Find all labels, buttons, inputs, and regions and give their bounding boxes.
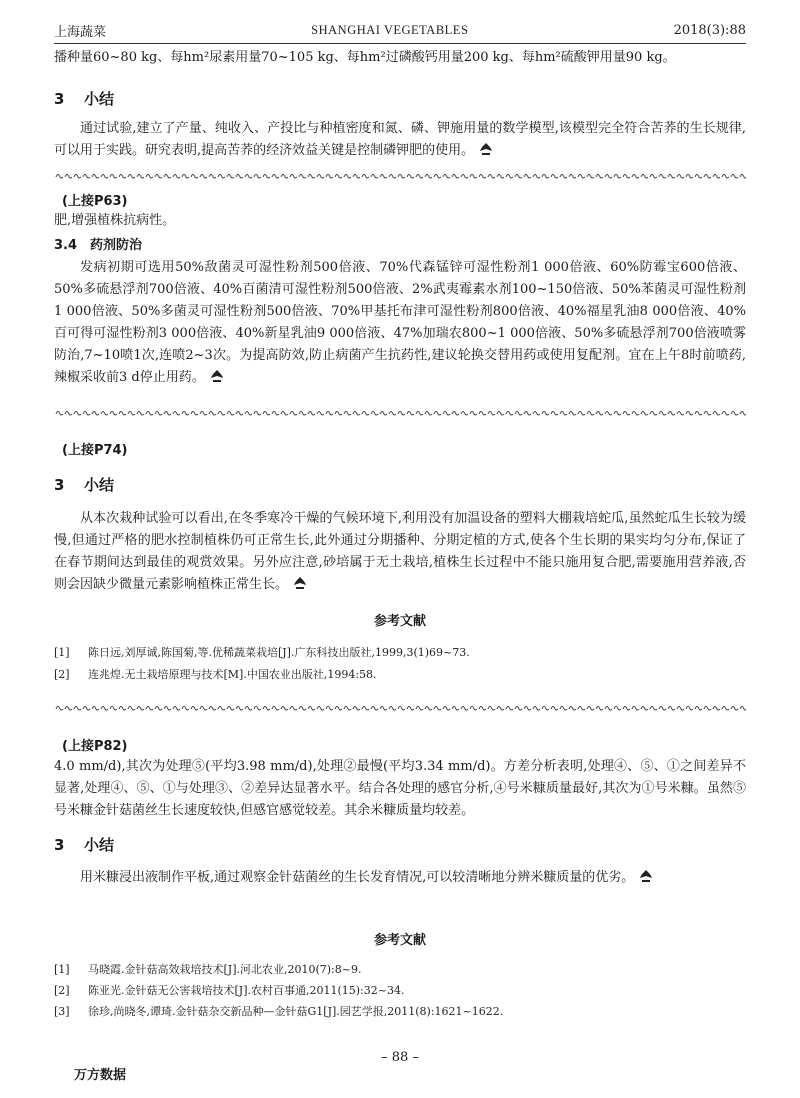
- section-divider: [54, 408, 746, 418]
- section-heading: [54, 474, 114, 495]
- section-heading: [54, 88, 114, 109]
- database-watermark: 万方数据: [74, 1068, 127, 1083]
- divider-ornament-icon: [54, 171, 746, 181]
- section-divider: [54, 171, 746, 181]
- carry-over-paragraph: 播种量60~80 kg、每hm²尿素用量70~105 kg、每hm²过磷酸钙用量200 kg、每hm²硫酸钾用量90 kg。: [54, 50, 676, 65]
- reference-number: [1]: [54, 963, 70, 976]
- section-title: 小结: [84, 836, 115, 854]
- reference-entry: [54, 645, 746, 661]
- section-divider: [54, 703, 746, 713]
- journal-name-cn: 上海蔬菜: [54, 24, 107, 40]
- reference-text: 连兆煌.无土栽培原理与技术[M].中国农业出版社,1994:58.: [88, 668, 377, 681]
- references-title: 参考文献: [373, 933, 426, 948]
- summary-paragraph: 从本次栽种试验可以看出,在冬季寒冷干燥的气候环境下,利用没有加温设备的塑料大棚栽培蛇瓜,虽然蛇瓜生长较为缓慢,但通过严格的肥水控制植株仍可正常生长,此外通过分期播种、分期定植的方式,使各个生长期的果实均匀分布,保证了在春节期间达到最佳的观赏效果。另外应注意,砂培属于无土栽培,植株生长过程中不能只施用复合肥,需要施用营养液,否则会因缺少微量元素影响植株正常生长。: [54, 511, 746, 592]
- reference-number: [2]: [54, 668, 70, 681]
- reference-entry: [54, 962, 746, 978]
- reference-entry: [54, 1004, 746, 1020]
- divider-ornament-icon: [54, 703, 746, 713]
- section-title: 小结: [84, 476, 115, 494]
- end-mark-icon: [638, 869, 654, 883]
- reference-text: 陈亚光.金针菇无公害栽培技术[J].农村百事通,2011(15):32~34.: [88, 984, 405, 997]
- section-number: 3: [54, 90, 65, 108]
- reference-number: [2]: [54, 984, 70, 997]
- summary-paragraph: 用米糠浸出液制作平板,通过观察金针菇菌丝的生长发育情况,可以较清晰地分辨米糠质量的优劣。: [54, 867, 746, 889]
- summary-paragraph: 通过试验,建立了产量、纯收入、产投比与种植密度和氮、磷、钾施用量的数学模型,该模型完全符合苦荞的生长规律,可以用于实践。研究表明,提高苦荞的经济效益关键是控制磷钾肥的使用。: [54, 121, 746, 158]
- reference-text: 徐珍,尚晓冬,谭琦.金针菇杂交新品种—金针菇G1[J].园艺学报,2011(8):1621~1622.: [88, 1005, 504, 1018]
- divider-ornament-icon: [54, 408, 746, 418]
- end-mark-icon: [292, 576, 308, 590]
- header-rule: [54, 43, 746, 44]
- carry-over-paragraph: 4.0 mm/d),其次为处理⑤(平均3.98 mm/d),处理②最慢(平均3.34 mm/d)。方差分析表明,处理④、⑤、①之间差异不显著,处理④、⑤、①与处理③、②差异达显著水平。结合各处理的感官分析,④号米糠质量最好,其次为①号米糠。虽然⑤号米糠金针菇菌丝生长速度较快,但感官感觉较差。其余米糠质量均较差。: [54, 759, 746, 818]
- reference-entry: [54, 667, 746, 683]
- reference-entry: [54, 983, 746, 999]
- body-paragraph: 发病初期可选用50%敌菌灵可湿性粉剂500倍液、70%代森锰锌可湿性粉剂1 000倍液、60%防霉宝600倍液、50%多硫悬浮剂700倍液、40%百菌清可湿性粉剂500倍液、2%武夷霉素水剂100~150倍液、50%苯菌灵可湿性粉剂1 000倍液、50%多菌灵可湿性粉剂500倍液、70%甲基托布津可湿性粉剂800倍液、40%福星乳油8 000倍液、40%百可得可湿性粉剂3 000倍液、40%新星乳油9 000倍液、47%加瑞农800~1 000倍液、50%多硫悬浮剂700倍液喷雾防治,7~10喷1次,连喷2~3次。为提高防效,防止病菌产生抗药性,建议轮换交替用药或使用复配剂。宜在上午8时前喷药,辣椒采收前3 d停止用药。: [54, 260, 746, 385]
- section-heading: [54, 834, 114, 855]
- issue-page: 2018(3):88: [673, 22, 746, 38]
- continued-from-label: (上接P74): [62, 443, 128, 458]
- section-title: 小结: [84, 90, 115, 108]
- running-header: [54, 18, 746, 42]
- continued-from-label: (上接P82): [62, 739, 128, 754]
- carry-over-paragraph: 肥,增强植株抗病性。: [54, 213, 176, 228]
- subsection-title: 药剂防治: [90, 238, 143, 253]
- subsection-number: 3.4: [54, 238, 78, 253]
- reference-number: [3]: [54, 1005, 70, 1018]
- subsection-heading: [54, 234, 142, 253]
- reference-text: 马晓霞.金针菇高效栽培技术[J].河北农业,2010(7):8~9.: [88, 963, 362, 976]
- end-mark-icon: [209, 369, 225, 383]
- reference-text: 陈日远,刘厚诚,陈国菊,等.优稀蔬菜栽培[J].广东科技出版社,1999,3(1)69~73.: [88, 646, 470, 659]
- section-number: 3: [54, 476, 65, 494]
- journal-name-en: SHANGHAI VEGETABLES: [311, 22, 469, 37]
- end-mark-icon: [478, 142, 494, 156]
- page-number: – 88 –: [381, 1050, 419, 1065]
- continued-from-label: (上接P63): [62, 194, 128, 209]
- reference-number: [1]: [54, 646, 70, 659]
- references-title: 参考文献: [373, 614, 426, 629]
- section-number: 3: [54, 836, 65, 854]
